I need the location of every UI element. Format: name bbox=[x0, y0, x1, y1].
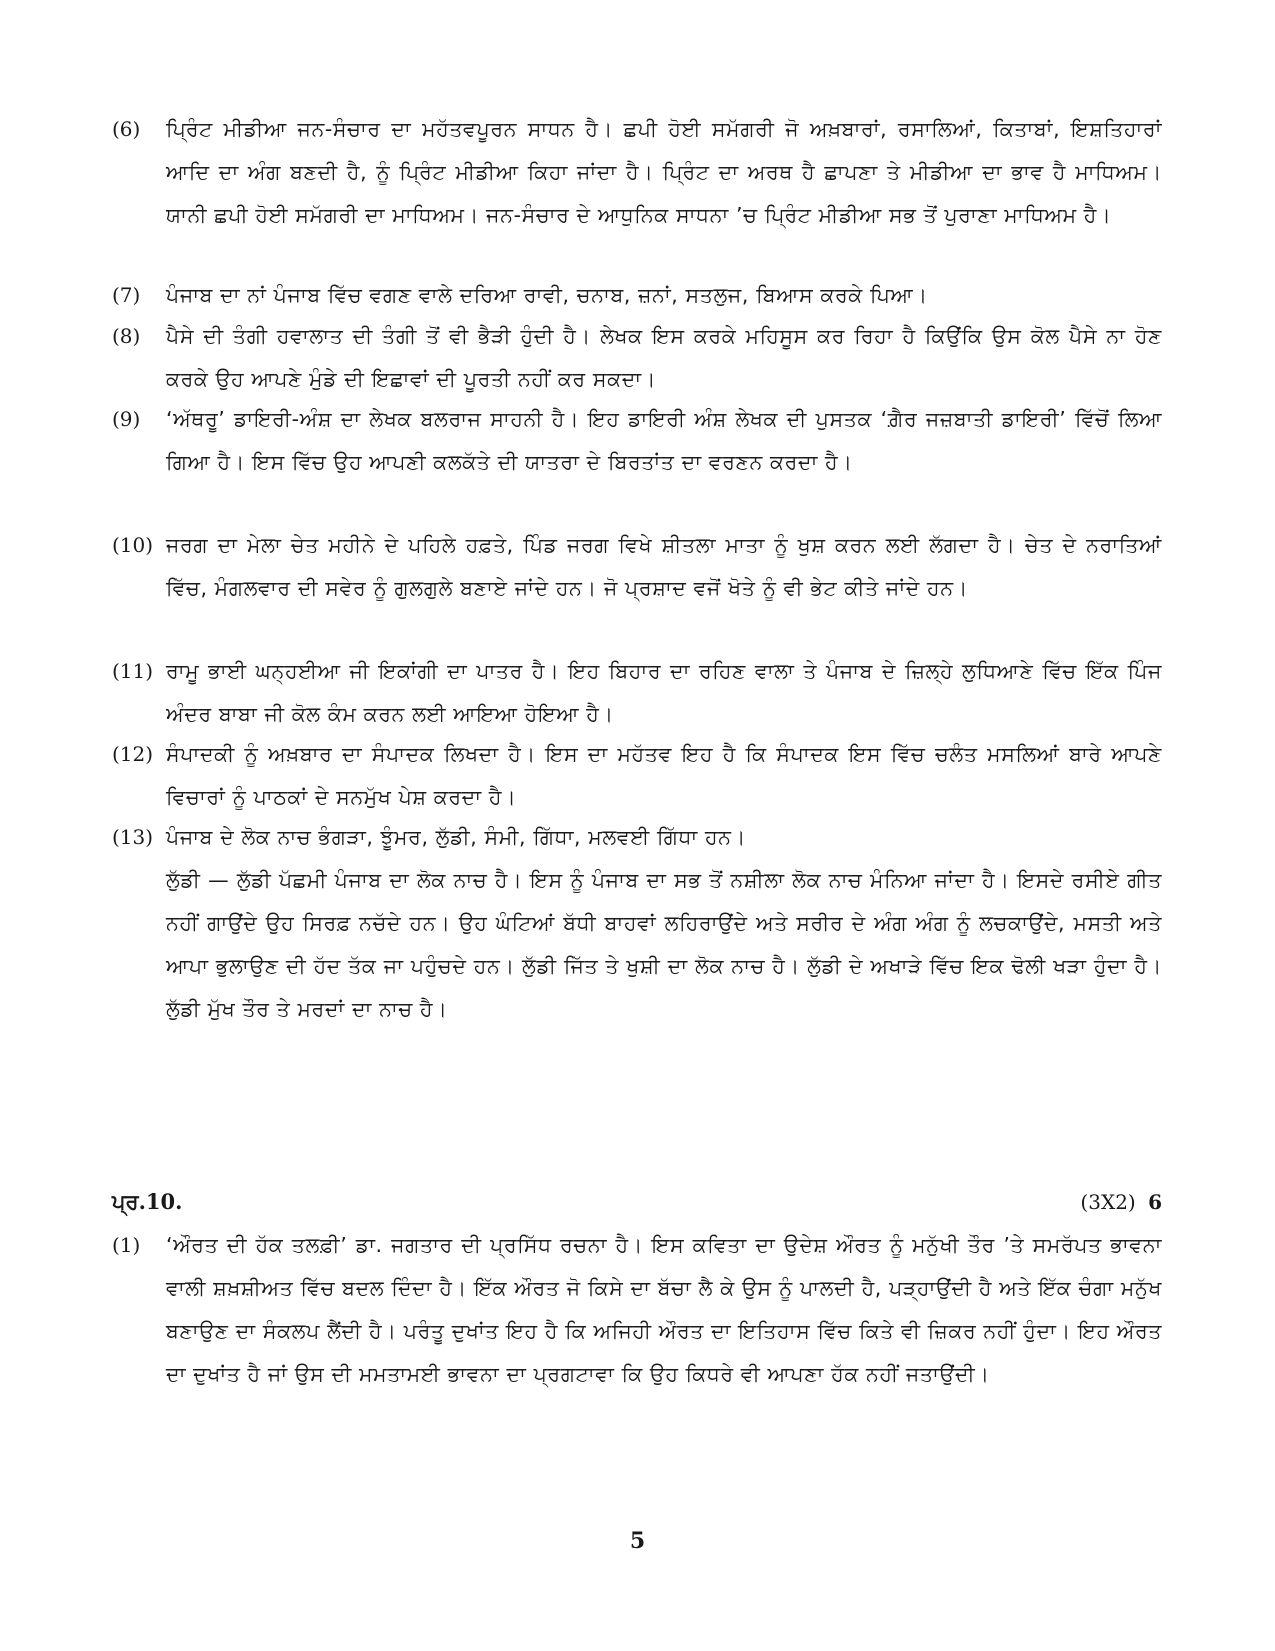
item-text: ਪ੍ਰਿੰਟ ਮੀਡੀਆ ਜਨ-ਸੰਚਾਰ ਦਾ ਮਹੱਤਵਪੂਰਨ ਸਾਧਨ ਹੈ। ਛਪੀ ਹੋਈ ਸਮੱਗਰੀ ਜੋ ਅਖ਼ਬਾਰਾਂ, ਰਸਾਲਿਆਂ, ਕਿਤਾਬਾਂ, ਇਸ਼ਤਿਹਾਰਾਂ ਆਦਿ ਦਾ ਅੰਗ ਬਣਦੀ ਹੈ, ਨੂੰ ਪ੍ਰਿੰਟ ਮੀਡੀਆ ਕਿਹਾ ਜਾਂਦਾ ਹੈ। ਪ੍ਰਿੰਟ ਦਾ ਅਰਥ ਹੈ ਛਾਪਣਾ ਤੇ ਮੀਡੀਆ ਦਾ ਭਾਵ ਹੈ ਮਾਧਿਅਮ। ਯਾਨੀ ਛਪੀ ਹੋਈ ਸਮੱਗਰੀ ਦਾ ਮਾਧਿਅਮ। ਜਨ-ਸੰਚਾਰ ਦੇ ਆਧੁਨਿਕ ਸਾਧਨਾ ’ਚ ਪ੍ਰਿੰਟ ਮੀਡੀਆ ਸਭ ਤੋਂ ਪੁਰਾਣਾ ਮਾਧਿਅਮ ਹੈ। bbox=[166, 117, 1163, 227]
item-number: (11) bbox=[112, 659, 154, 683]
item-number: (13) bbox=[112, 825, 154, 849]
question-marks bbox=[1080, 1184, 1162, 1220]
question-header bbox=[112, 1184, 1162, 1224]
marks-detail: (3X2) bbox=[1080, 1190, 1136, 1214]
item-number: (6) bbox=[112, 117, 141, 141]
item-number: (10) bbox=[112, 533, 154, 557]
item-text-continued: ਲੁੱਡੀ — ਲੁੱਡੀ ਪੱਛਮੀ ਪੰਜਾਬ ਦਾ ਲੋਕ ਨਾਚ ਹੈ। ਇਸ ਨੂੰ ਪੰਜਾਬ ਦਾ ਸਭ ਤੋਂ ਨਸ਼ੀਲਾ ਲੋਕ ਨਾਚ ਮੰਨਿਆ ਜਾਂਦਾ ਹੈ। ਇਸਦੇ ਰਸੀਏ ਗੀਤ ਨਹੀਂ ਗਾਉਂਦੇ ਉਹ ਸਿਰਫ਼ ਨਚੱਦੇ ਹਨ। ਉਹ ਘੰਟਿਆਂ ਬੱਧੀ ਬਾਹਵਾਂ ਲਹਿਰਾਉਂਦੇ ਅਤੇ ਸਰੀਰ ਦੇ ਅੰਗ ਅੰਗ ਨੂੰ ਲਚਕਾਉਂਦੇ, ਮਸਤੀ ਅਤੇ ਆਪਾ ਭੁਲਾਉਣ ਦੀ ਹੱਦ ਤੱਕ ਜਾ ਪਹੁੰਚਦੇ ਹਨ। ਲੁੱਡੀ ਜਿੱਤ ਤੇ ਖੁਸ਼ੀ ਦਾ ਲੋਕ ਨਾਚ ਹੈ। ਲੁੱਡੀ ਦੇ ਅਖਾੜੇ ਵਿੱਚ ਇਕ ਢੋਲੀ ਖੜਾ ਹੁੰਦਾ ਹੈ। ਲੁੱਡੀ ਮੁੱਖ ਤੌਰ ਤੇ ਮਰਦਾਂ ਦਾ ਨਾਚ ਹੈ। bbox=[166, 868, 1162, 1021]
item-text: ਜਰਗ ਦਾ ਮੇਲਾ ਚੇਤ ਮਹੀਨੇ ਦੇ ਪਹਿਲੇ ਹਫ਼ਤੇ, ਪਿੰਡ ਜਰਗ ਵਿਖੇ ਸ਼ੀਤਲਾ ਮਾਤਾ ਨੂੰ ਖੁਸ਼ ਕਰਨ ਲਈ ਲੱਗਦਾ ਹੈ। ਚੇਤ ਦੇ ਨਰਾਤਿਆਂ ਵਿੱਚ, ਮੰਗਲਵਾਰ ਦੀ ਸਵੇਰ ਨੂੰ ਗੁਲਗੁਲੇ ਬਣਾਏ ਜਾਂਦੇ ਹਨ। ਜੋ ਪ੍ਰਸ਼ਾਦ ਵਜੋਂ ਖੋਤੇ ਨੂੰ ਵੀ ਭੇਟ ਕੀਤੇ ਜਾਂਦੇ ਹਨ। bbox=[166, 533, 1162, 600]
marks-total: 6 bbox=[1148, 1190, 1162, 1214]
item-text: ਪੈਸੇ ਦੀ ਤੰਗੀ ਹਵਾਲਾਤ ਦੀ ਤੰਗੀ ਤੋਂ ਵੀ ਭੈੜੀ ਹੁੰਦੀ ਹੈ। ਲੇਖਕ ਇਸ ਕਰਕੇ ਮਹਿਸੂਸ ਕਰ ਰਿਹਾ ਹੈ ਕਿਉਂਕਿ ਉਸ ਕੋਲ ਪੈਸੇ ਨਾ ਹੋਣ ਕਰਕੇ ਉਹ ਆਪਣੇ ਮੁੰਡੇ ਦੀ ਇਛਾਵਾਂ ਦੀ ਪੂਰਤੀ ਨਹੀਂ ਕਰ ਸਕਦਾ। bbox=[166, 324, 1162, 391]
item-text: ‘ਅੱਥਰੂ’ ਡਾਇਰੀ-ਅੰਸ਼ ਦਾ ਲੇਖਕ ਬਲਰਾਜ ਸਾਹਨੀ ਹੈ। ਇਹ ਡਾਇਰੀ ਅੰਸ਼ ਲੇਖਕ ਦੀ ਪੁਸਤਕ ‘ਗ਼ੈਰ ਜਜ਼ਬਾਤੀ ਡਾਇਰੀ’ ਵਿੱਚੋਂ ਲਿਆ ਗਿਆ ਹੈ। ਇਸ ਵਿੱਚ ਉਹ ਆਪਣੀ ਕਲਕੱਤੇ ਦੀ ਯਾਤਰਾ ਦੇ ਬਿਰਤਾਂਤ ਦਾ ਵਰਣਨ ਕਰਦਾ ਹੈ। bbox=[166, 407, 1162, 474]
item-number: (12) bbox=[112, 742, 154, 766]
item-number: (9) bbox=[112, 407, 141, 431]
item-text-block bbox=[166, 816, 1162, 1031]
item-text: ‘ਔਰਤ ਦੀ ਹੱਕ ਤਲਫ਼ੀ’ ਡਾ. ਜਗਤਾਰ ਦੀ ਪ੍ਰਸਿੱਧ ਰਚਨਾ ਹੈ। ਇਸ ਕਵਿਤਾ ਦਾ ਉਦੇਸ਼ ਔਰਤ ਨੂੰ ਮਨੁੱਖੀ ਤੌਰ ’ਤੇ ਸਮਰੱਪਤ ਭਾਵਨਾ ਵਾਲੀ ਸ਼ਖ਼ਸ਼ੀਅਤ ਵਿੱਚ ਬਦਲ ਦਿੰਦਾ ਹੈ। ਇੱਕ ਔਰਤ ਜੋ ਕਿਸੇ ਦਾ ਬੱਚਾ ਲੈ ਕੇ ਉਸ ਨੂੰ ਪਾਲਦੀ ਹੈ, ਪੜ੍ਹਾਉਂਦੀ ਹੈ ਅਤੇ ਇੱਕ ਚੰਗਾ ਮਨੁੱਖ ਬਣਾਉਣ ਦਾ ਸੰਕਲਪ ਲੈਂਦੀ ਹੈ। ਪਰੰਤੂ ਦੁਖਾਂਤ ਇਹ ਹੈ ਕਿ ਅਜਿਹੀ ਔਰਤ ਦਾ ਇਤਿਹਾਸ ਵਿੱਚ ਕਿਤੇ ਵੀ ਜ਼ਿਕਰ ਨਹੀਂ ਹੁੰਦਾ। ਇਹ ਔਰਤ ਦਾ ਦੁਖਾਂਤ ਹੈ ਜਾਂ ਉਸ ਦੀ ਮਮਤਾਮਈ ਭਾਵਨਾ ਦਾ ਪ੍ਰਗਟਾਵਾ ਕਿ ਉਹ ਕਿਧਰੇ ਵੀ ਆਪਣਾ ਹੱਕ ਨਹੀਂ ਜਤਾਉਂਦੀ। bbox=[166, 1233, 1162, 1386]
item-number: (7) bbox=[112, 283, 141, 307]
item-text: ਸੰਪਾਦਕੀ ਨੂੰ ਅਖ਼ਬਾਰ ਦਾ ਸੰਪਾਦਕ ਲਿਖਦਾ ਹੈ। ਇਸ ਦਾ ਮਹੱਤਵ ਇਹ ਹੈ ਕਿ ਸੰਪਾਦਕ ਇਸ ਵਿੱਚ ਚਲੰਤ ਮਸਲਿਆਂ ਬਾਰੇ ਆਪਣੇ ਵਿਚਾਰਾਂ ਨੂੰ ਪਾਠਕਾਂ ਦੇ ਸਨਮੁੱਖ ਪੇਸ਼ ਕਰਦਾ ਹੈ। bbox=[166, 742, 1162, 809]
item-number: (1) bbox=[112, 1233, 141, 1257]
question-label: ਪ੍ਰ.10. bbox=[112, 1189, 183, 1214]
item-text: ਪੰਜਾਬ ਦੇ ਲੋਕ ਨਾਚ ਭੰਗੜਾ, ਝੂੰਮਰ, ਲੁੱਡੀ, ਸੰਮੀ, ਗਿੱਧਾ, ਮਲਵਈ ਗਿੱਧਾ ਹਨ। bbox=[166, 825, 746, 849]
page-number: 5 bbox=[629, 1528, 646, 1554]
item-text: ਰਾਮੂ ਭਾਈ ਘਨ੍ਹਈਆ ਜੀ ਇਕਾਂਗੀ ਦਾ ਪਾਤਰ ਹੈ। ਇਹ ਬਿਹਾਰ ਦਾ ਰਹਿਣ ਵਾਲਾ ਤੇ ਪੰਜਾਬ ਦੇ ਜ਼ਿਲ੍ਹੇ ਲੁਧਿਆਣੇ ਵਿੱਚ ਇੱਕ ਪਿੰਜ ਅੰਦਰ ਬਾਬਾ ਜੀ ਕੋਲ ਕੰਮ ਕਰਨ ਲਈ ਆਇਆ ਹੋਇਆ ਹੈ। bbox=[166, 659, 1162, 726]
item-text: ਪੰਜਾਬ ਦਾ ਨਾਂ ਪੰਜਾਬ ਵਿੱਚ ਵਗਣ ਵਾਲੇ ਦਰਿਆ ਰਾਵੀ, ਚਨਾਬ, ਜ਼ਨਾਂ, ਸਤਲੁਜ, ਬਿਆਸ ਕਰਕੇ ਪਿਆ। bbox=[166, 283, 928, 307]
item-number: (8) bbox=[112, 324, 141, 348]
